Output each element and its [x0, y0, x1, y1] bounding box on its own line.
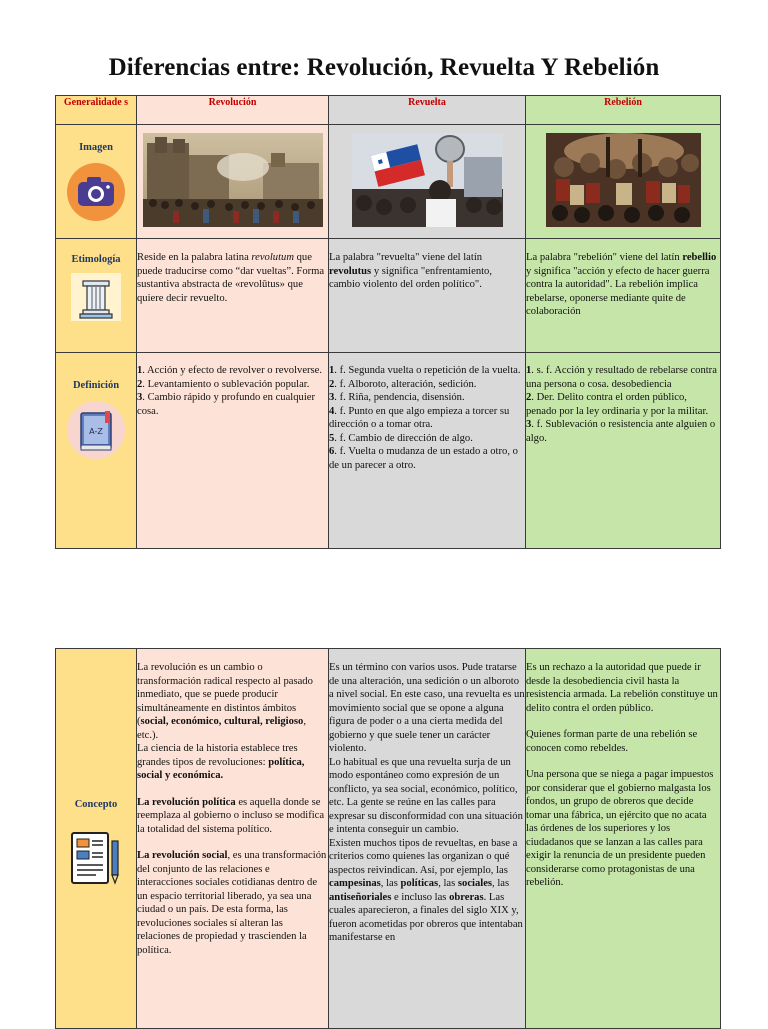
- text-run: Lo habitual es que una revuelta surja de un modo espontáneo como expresión de un conflicto, ya sea social, económico, político, etc. La gente se reúne en las calles para expresar su disconformidad con una situación e intenta conseguir un cambio.: [329, 756, 523, 835]
- text-run: , las: [492, 878, 510, 889]
- text-run: . f. Riña, pendencia, disensión.: [334, 392, 465, 403]
- text-run: La revolución social: [137, 850, 228, 861]
- definicion-rebelion: [526, 353, 721, 549]
- text-run: sociales: [457, 878, 493, 889]
- row-label-concepto: Concepto: [74, 798, 118, 810]
- text-run: , etc.).: [137, 716, 306, 741]
- document-icon: [56, 829, 136, 889]
- etimologia-revuelta: [329, 239, 526, 353]
- text-run: y significa "acción y efecto de hacer guerra contra la autoridad". La rebelión implica rebelarse, oponerse mediante quite de colaboración: [526, 265, 710, 317]
- row-concepto: [56, 649, 721, 1029]
- definicion-revolucion-2: [137, 378, 328, 392]
- text-run: La palabra "revuelta" viene del latín: [329, 252, 483, 263]
- image-cell-rebelion: [526, 125, 721, 239]
- text-run: . f. Vuelta o mudanza de un estado a otro, o de un parecer a otro.: [329, 446, 518, 471]
- text-run: política, social y económica.: [137, 756, 305, 781]
- image-cell-revolucion: [137, 125, 329, 239]
- row-imagen: [56, 125, 721, 239]
- label-cell-imagen: [56, 125, 137, 239]
- image-cell-revuelta: [329, 125, 526, 239]
- text-run: Es un término con varios usos. Pude tratarse de una alteración, una sedición o un alboroto a nivel social. En este caso, una revuelta es un movimiento social que se opone a alguna figura de poder o a una cierta medida del gobierno y que suele tener un carácter violento.: [329, 662, 525, 754]
- text-run: 3: [137, 392, 143, 403]
- text-run: Quienes forman parte de una rebelión se conocen como rebeldes.: [526, 729, 698, 754]
- column-icon: [56, 273, 136, 321]
- header-generalidades: Generalidade s: [56, 96, 137, 125]
- text-run: Una persona que se niega a pagar impuestos por considerar que el gobierno malgasta los fondos, un grupo de obreros que decide tomar una fábrica, un ejército que no acata las órdenes de los superiores y los ciudadanos que se lanzan a las calles para exigir la renuncia de un presidente pueden considerarse como protagonistas de una rebelión.: [526, 769, 714, 888]
- text-run: 2: [137, 378, 143, 390]
- text-run: . s. f. Acción y resultado de rebelarse contra una persona o cosa. desobediencia: [526, 365, 717, 390]
- definicion-revuelta-3: [329, 391, 525, 405]
- concepto-revolucion: [137, 649, 329, 1029]
- header-row: [56, 96, 721, 125]
- page-title: Diferencias entre: Revolución, Revuelta Y Rebelión: [108, 54, 660, 81]
- row-etimologia: [56, 239, 721, 353]
- text-run: . Las cuales aparecieron, a finales del siglo XIX y, fueron acometidas por obreros que intentaban manifestarse en: [329, 891, 523, 943]
- label-cell-concepto: [56, 649, 137, 1029]
- text-run: campesinas: [329, 878, 381, 889]
- row-label-etimologia: Etimología: [71, 254, 121, 265]
- label-cell-definicion: [56, 353, 137, 549]
- definicion-revuelta: [329, 353, 526, 549]
- definicion-revolucion: [137, 353, 329, 549]
- text-run: . Cambio rápido y profundo en cualquier cosa.: [137, 392, 315, 417]
- definicion-rebelion-1: [526, 364, 720, 391]
- text-run: es aquella donde se reemplaza al gobierno o incluso se modifica la totalidad del sistema político.: [137, 796, 325, 835]
- header-revuelta: Revuelta: [329, 96, 526, 125]
- text-run: 1: [137, 365, 143, 376]
- text-run: La ciencia de la historia establece tres grandes tipos de revoluciones:: [137, 743, 298, 768]
- definicion-revuelta-5: [329, 432, 525, 446]
- text-run: , es una transformación del conjunto de las relaciones e interacciones sociales cotidianas dentro de un espacio territorial liberado, ya sea una ciudad o un país. De esta forma, las revoluciones sociales sí alteran las relaciones de propiedad y trascienden la política.: [137, 850, 327, 956]
- concepto-revuelta: [329, 649, 526, 1029]
- definicion-revolucion-3: [137, 391, 328, 418]
- header-revolucion: Revolución: [137, 96, 329, 125]
- dictionary-icon: [56, 399, 136, 461]
- text-run: . f. Alboroto, alteración, sedición.: [334, 378, 477, 390]
- definicion-rebelion-2: [526, 391, 720, 418]
- text-run: . f. Cambio de dirección de algo.: [334, 432, 473, 444]
- text-run: La revolución es un cambio o transformación radical respecto al pasado inmediato, que se puede producir simultáneamente en distintos ámbitos (: [137, 662, 313, 727]
- row-label-imagen: Imagen: [79, 142, 113, 153]
- text-run: políticas: [400, 878, 439, 889]
- text-run: , las: [380, 878, 401, 889]
- text-run: social, económico, cultural, religioso: [140, 716, 304, 727]
- camera-icon: [56, 161, 136, 223]
- text-run: Existen muchos tipos de revueltas, en base a criterios como quienes las organizan o qué aspectos reivindican. Así, por ejemplo, las: [329, 837, 518, 876]
- text-run: 2: [329, 378, 335, 390]
- row-label-definicion: Definición: [72, 380, 120, 391]
- etimologia-revolucion: [137, 239, 329, 353]
- text-run: Es un rechazo a la autoridad que puede ir desde la desobediencia civil hasta la resistencia armada. La rebelión constituye un delito contra el orden público.: [526, 662, 718, 714]
- revolution-painting-image: [143, 133, 323, 227]
- text-run: que puede traducirse como “dar vueltas”. Forma sustantiva abstracta de «revolūtus» que quiere decir revuelto.: [137, 252, 325, 304]
- etimologia-rebelion: [526, 239, 721, 353]
- text-run: 2: [526, 392, 532, 403]
- text-run: e incluso las: [391, 891, 450, 903]
- text-run: Reside en la palabra latina: [137, 252, 252, 263]
- text-run: . Levantamiento o sublevación popular.: [142, 378, 310, 390]
- text-run: 6: [329, 446, 335, 457]
- comparison-table: [55, 95, 721, 549]
- text-run: rebellio: [682, 252, 717, 263]
- text-run: . f. Sublevación o resistencia ante alguien o algo.: [526, 419, 716, 444]
- text-run: , las: [438, 878, 458, 889]
- definicion-revuelta-6: [329, 445, 525, 472]
- row-definicion: [56, 353, 721, 549]
- definicion-revuelta-4: [329, 405, 525, 432]
- text-run: revolutum: [251, 252, 294, 263]
- text-run: . f. Punto en que algo empieza a torcer su dirección o a tomar otra.: [329, 405, 510, 430]
- text-run: . f. Segunda vuelta o repetición de la vuelta.: [334, 365, 521, 376]
- text-run: 3: [329, 392, 335, 403]
- definicion-revuelta-2: [329, 378, 525, 392]
- text-run: 1: [329, 365, 335, 376]
- text-run: 5: [329, 432, 335, 444]
- definicion-revolucion-1: [137, 364, 328, 378]
- definicion-rebelion-3: [526, 418, 720, 445]
- protest-photo-image: [352, 133, 503, 227]
- text-run: 4: [329, 405, 335, 417]
- svg-text:A-Z: A-Z: [89, 426, 103, 436]
- text-run: . Acción y efecto de revolver o revolverse.: [142, 365, 323, 376]
- text-run: . Der. Delito contra el orden público, penado por la ley ordinaria y por la militar.: [526, 392, 709, 417]
- label-cell-etimologia: [56, 239, 137, 353]
- text-run: y significa "enfrentamiento, cambio violento del orden político".: [329, 265, 493, 290]
- concepto-rebelion: [526, 649, 721, 1029]
- text-run: La palabra "rebelión" viene del latín: [526, 252, 683, 263]
- text-run: 3: [526, 419, 532, 430]
- text-run: 1: [526, 365, 532, 376]
- text-run: antiseñoriales: [329, 891, 392, 903]
- text-run: La revolución política: [137, 796, 236, 808]
- text-run: revolutus: [329, 265, 372, 277]
- text-run: obreras: [449, 891, 484, 903]
- concept-table: [55, 648, 721, 1029]
- definicion-revuelta-1: [329, 364, 525, 378]
- header-rebelion: Rebelión: [526, 96, 721, 125]
- rebellion-painting-image: [546, 133, 701, 227]
